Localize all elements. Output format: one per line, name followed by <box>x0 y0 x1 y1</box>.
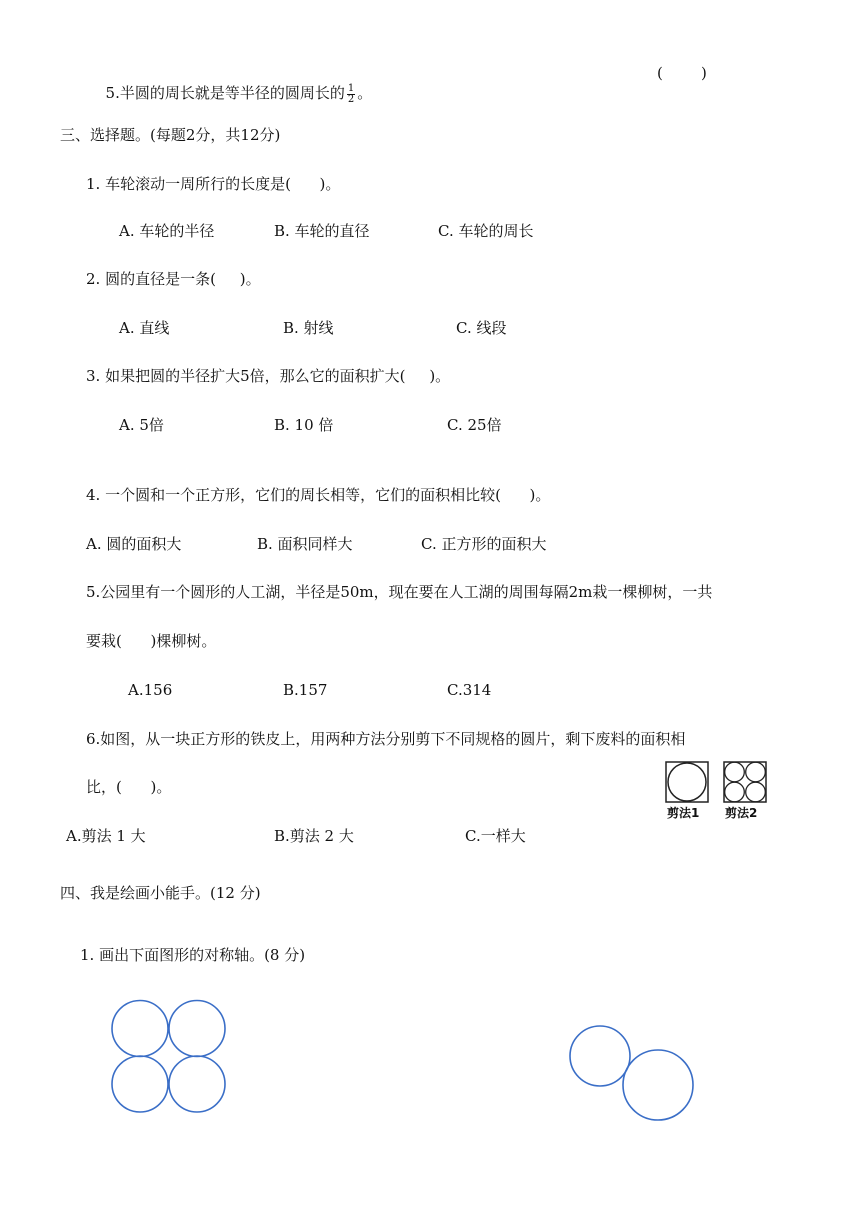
circle-bottom-right <box>169 1056 225 1112</box>
section3-title: 三、选择题。(每题2分，共12分) <box>60 126 281 144</box>
q5-stem-line1: 5.公园里有一个圆形的人工湖，半径是50m，现在要在人工湖的周围每隔2m栽一棵柳树，一共 <box>86 583 713 601</box>
q5-stem-line2: 要栽( )棵柳树。 <box>86 632 217 650</box>
fraction-numerator: 1 <box>347 82 355 94</box>
q1-option-a[interactable]: A. 车轮的半径 <box>119 222 215 240</box>
fraction-denominator: 2 <box>347 93 355 105</box>
q5-option-a[interactable]: A.156 <box>128 681 173 699</box>
q3-stem: 3. 如果把圆的半径扩大5倍，那么它的面积扩大( )。 <box>86 367 451 385</box>
section4-q1-stem: 1. 画出下面图形的对称轴。(8 分) <box>80 946 306 964</box>
circle-top-left <box>112 1001 168 1057</box>
q6-stem-line2: 比，( )。 <box>86 778 172 796</box>
judge-q5-suffix: 。 <box>357 84 373 102</box>
circle-bottom-left <box>112 1056 168 1112</box>
q4-stem: 4. 一个圆和一个正方形，它们的周长相等，它们的面积相比较( )。 <box>86 486 551 504</box>
q2-option-b[interactable]: B. 射线 <box>283 319 334 337</box>
two-circles-figure[interactable] <box>566 1022 698 1124</box>
cutting-method-2-figure <box>723 761 767 803</box>
small-circle <box>725 782 745 802</box>
q4-option-c[interactable]: C. 正方形的面积大 <box>421 535 547 553</box>
q6-option-a[interactable]: A.剪法 1 大 <box>66 827 146 845</box>
cutting-method-1-figure <box>665 761 709 803</box>
square-sheet <box>666 762 708 802</box>
q2-option-c[interactable]: C. 线段 <box>456 319 507 337</box>
circle-top-right <box>169 1001 225 1057</box>
q6-option-b[interactable]: B.剪法 2 大 <box>274 827 354 845</box>
small-circle <box>746 782 766 802</box>
large-circle-right <box>623 1050 693 1120</box>
q1-option-c[interactable]: C. 车轮的周长 <box>438 222 534 240</box>
square-sheet <box>724 762 766 802</box>
small-circle-left <box>570 1026 630 1086</box>
judge-q5-answer-blank[interactable]: ( ) <box>657 64 707 82</box>
section4-title: 四、我是绘画小能手。(12 分) <box>60 884 261 902</box>
small-circle <box>746 762 766 782</box>
q5-option-c[interactable]: C.314 <box>447 681 492 699</box>
four-circles-figure[interactable] <box>108 997 230 1115</box>
fraction-one-half <box>347 84 355 105</box>
q3-option-c[interactable]: C. 25倍 <box>447 416 502 434</box>
q3-option-b[interactable]: B. 10 倍 <box>274 416 334 434</box>
q5-option-b[interactable]: B.157 <box>283 681 328 699</box>
q2-option-a[interactable]: A. 直线 <box>119 319 170 337</box>
q4-option-b[interactable]: B. 面积同样大 <box>257 535 353 553</box>
q2-stem: 2. 圆的直径是一条( )。 <box>86 270 261 288</box>
cutting-method-2-label: 剪法2 <box>725 806 758 820</box>
large-circle <box>668 763 706 801</box>
small-circle <box>725 762 745 782</box>
cutting-method-1-label: 剪法1 <box>667 806 700 820</box>
q6-stem-line1: 6.如图，从一块正方形的铁皮上，用两种方法分别剪下不同规格的圆片，剩下废料的面积相 <box>86 730 686 748</box>
q6-option-c[interactable]: C.一样大 <box>465 827 526 845</box>
q1-stem: 1. 车轮滚动一周所行的长度是( )。 <box>86 175 341 193</box>
q3-option-a[interactable]: A. 5倍 <box>119 416 164 434</box>
q1-option-b[interactable]: B. 车轮的直径 <box>274 222 370 240</box>
judge-q5 <box>96 63 372 105</box>
judge-q5-text: 5.半圆的周长就是等半径的圆周长的 <box>105 84 345 102</box>
q4-option-a[interactable]: A. 圆的面积大 <box>86 535 182 553</box>
